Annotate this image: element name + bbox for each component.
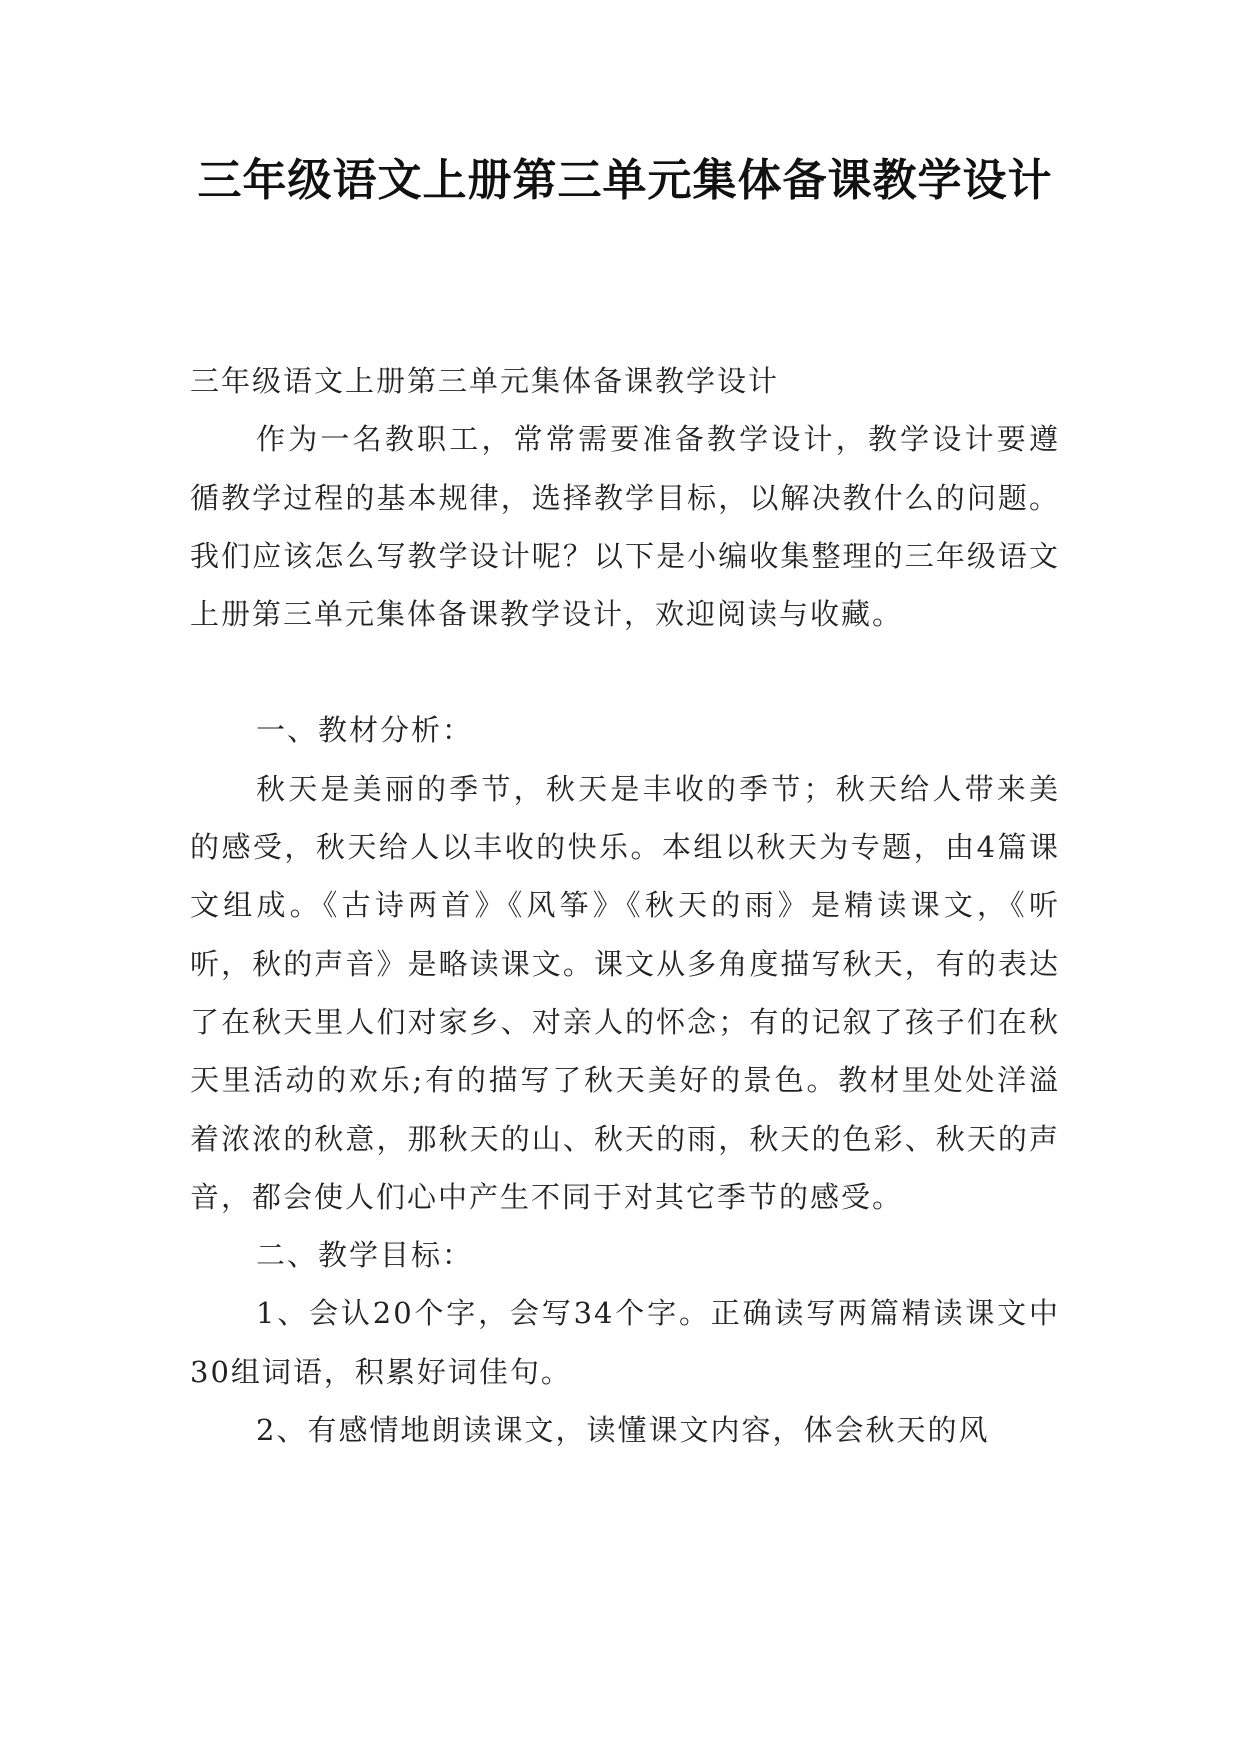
document-body bbox=[190, 352, 1060, 1459]
paragraph-gap bbox=[190, 643, 1060, 701]
goal-item-1: 1、会认20个字，会写34个字。正确读写两篇精读课文中30组词语，积累好词佳句。 bbox=[190, 1296, 1060, 1389]
section-heading-analysis: 一、教材分析： bbox=[256, 713, 474, 748]
goal-item-2: 2、有感情地朗读课文，读懂课文内容，体会秋天的风 bbox=[256, 1413, 990, 1448]
analysis-paragraph: 秋天是美丽的季节，秋天是丰收的季节；秋天给人带来美的感受，秋天给人以丰收的快乐。本组以秋天为专题，由4篇课文组成。《古诗两首》《风筝》《秋天的雨》是精读课文，《听听，秋的声音》是略读课文。课文从多角度描写秋天，有的表达了在秋天里人们对家乡、对亲人的怀念；有的记叙了孩子们在秋天里活动的欢乐;有的描写了秋天美好的景色。教材里处处洋溢着浓浓的秋意，那秋天的山、秋天的雨，秋天的色彩、秋天的声音，都会使人们心中产生不同于对其它季节的感受。 bbox=[190, 771, 1060, 1214]
document-title: 三年级语文上册第三单元集体备课教学设计 bbox=[197, 155, 1053, 206]
section-heading-goals: 二、教学目标： bbox=[256, 1238, 474, 1273]
document-subtitle: 三年级语文上册第三单元集体备课教学设计 bbox=[190, 364, 780, 398]
intro-paragraph: 作为一名教职工，常常需要准备教学设计，教学设计要遵循教学过程的基本规律，选择教学目标，以解决教什么的问题。我们应该怎么写教学设计呢？以下是小编收集整理的三年级语文上册第三单元集体备课教学设计，欢迎阅读与收藏。 bbox=[190, 422, 1060, 632]
